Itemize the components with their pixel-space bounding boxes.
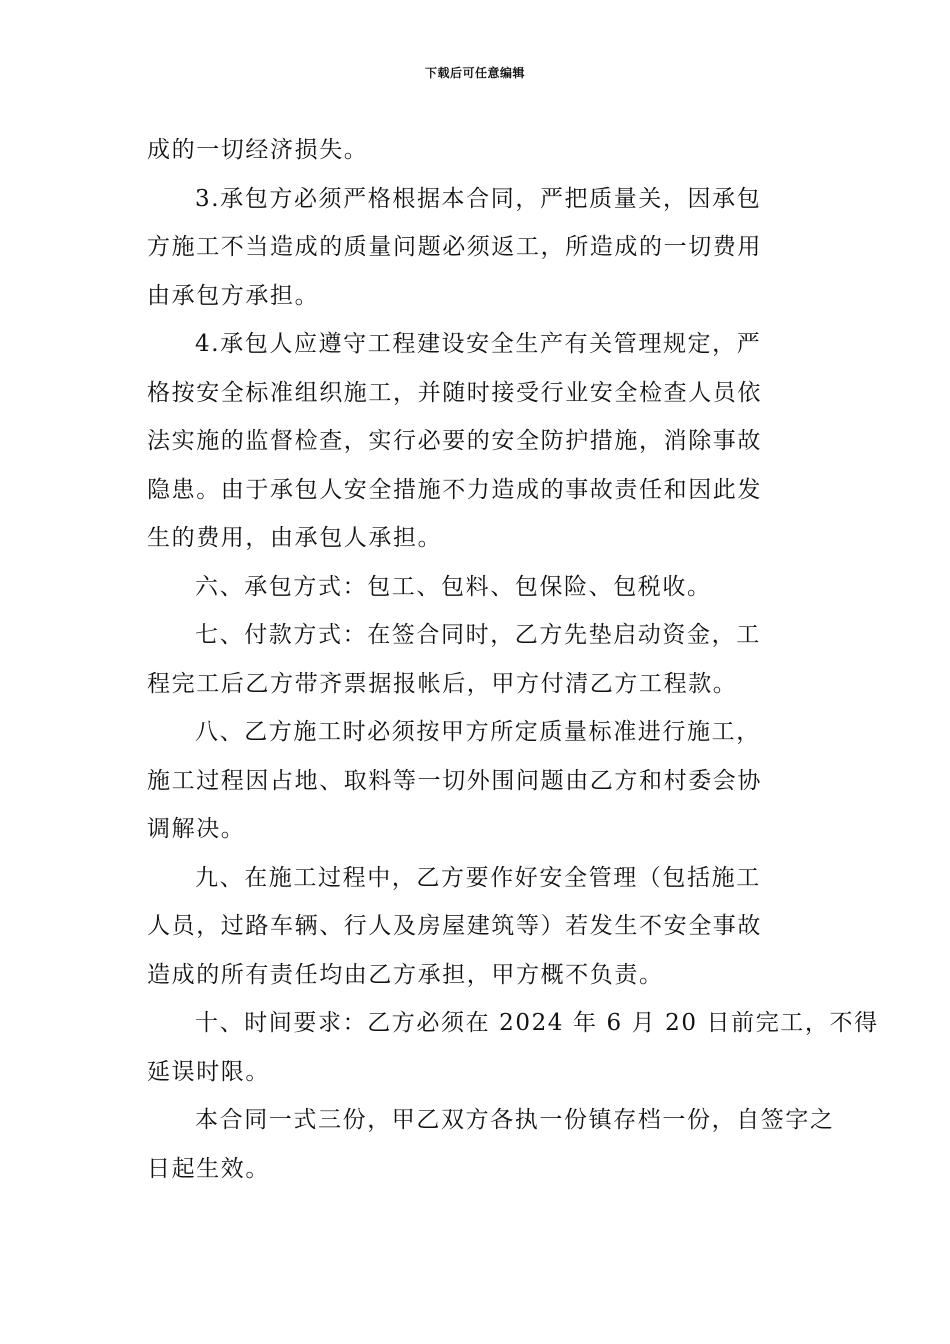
text-line: 六、承包方式：包工、包料、包保险、包税收。 [195,573,712,600]
text-line: 方施工不当造成的质量问题必须返工，所造成的一切费用 [147,234,762,260]
text-line: 程完工后乙方带齐票据报帐后，甲方付清乙方工程款。 [147,670,738,697]
text-line: 3.承包方必须严格根据本合同，严把质量关，因承包 [195,185,762,212]
text-line: 生的费用，由承包人承担。 [147,525,443,551]
text-line: 造成的所有责任均由乙方承担，甲方概不负责。 [147,961,664,988]
text-line: 八、乙方施工时必须按甲方所定质量标准进行施工， [195,719,761,745]
text-line: 人员，过路车辆、行人及房屋建筑等）若发生不安全事故 [147,913,762,939]
text-line: 施工过程因占地、取料等一切外围问题由乙方和村委会协 [147,767,762,794]
text-line: 十、时间要求：乙方必须在 2024 年 6 月 20 日前完工，不得 [195,1010,879,1036]
text-line: 日起生效。 [147,1155,270,1182]
paragraph-loss-clause [147,126,875,175]
text-line: 本合同一式三份，甲乙双方各执一份镇存档一份，自签字之 [195,1107,835,1133]
page-header: 下载后可任意编辑 [424,66,525,80]
paragraph-safety-clause [147,320,875,563]
text-line: 九、在施工过程中，乙方要作好安全管理（包括施工 [195,864,761,891]
paragraph-contract-method [147,563,875,612]
text-line: 法实施的监督检查，实行必要的安全防护措施，消除事故 [147,428,762,454]
paragraph-payment-method [147,611,875,708]
text-line: 格按安全标准组织施工，并随时接受行业安全检查人员依 [147,379,762,406]
paragraph-copies-effective [147,1096,875,1193]
text-line: 由承包方承担。 [147,282,320,309]
text-line: 隐患。由于承包人安全措施不力造成的事故责任和因此发 [147,476,762,503]
text-line: 成的一切经济损失。 [147,137,369,163]
document-body [147,126,879,1193]
paragraph-time-requirement [147,999,879,1096]
paragraph-quality-clause [147,175,875,321]
text-line: 延误时限。 [147,1058,270,1085]
text-line: 调解决。 [147,816,246,842]
paragraph-safety-management [147,854,875,1000]
text-line: 4.承包人应遵守工程建设安全生产有关管理规定，严 [195,331,762,357]
text-line: 七、付款方式：在签合同时，乙方先垫启动资金，工 [195,622,761,648]
paragraph-construction-standard [147,708,875,854]
